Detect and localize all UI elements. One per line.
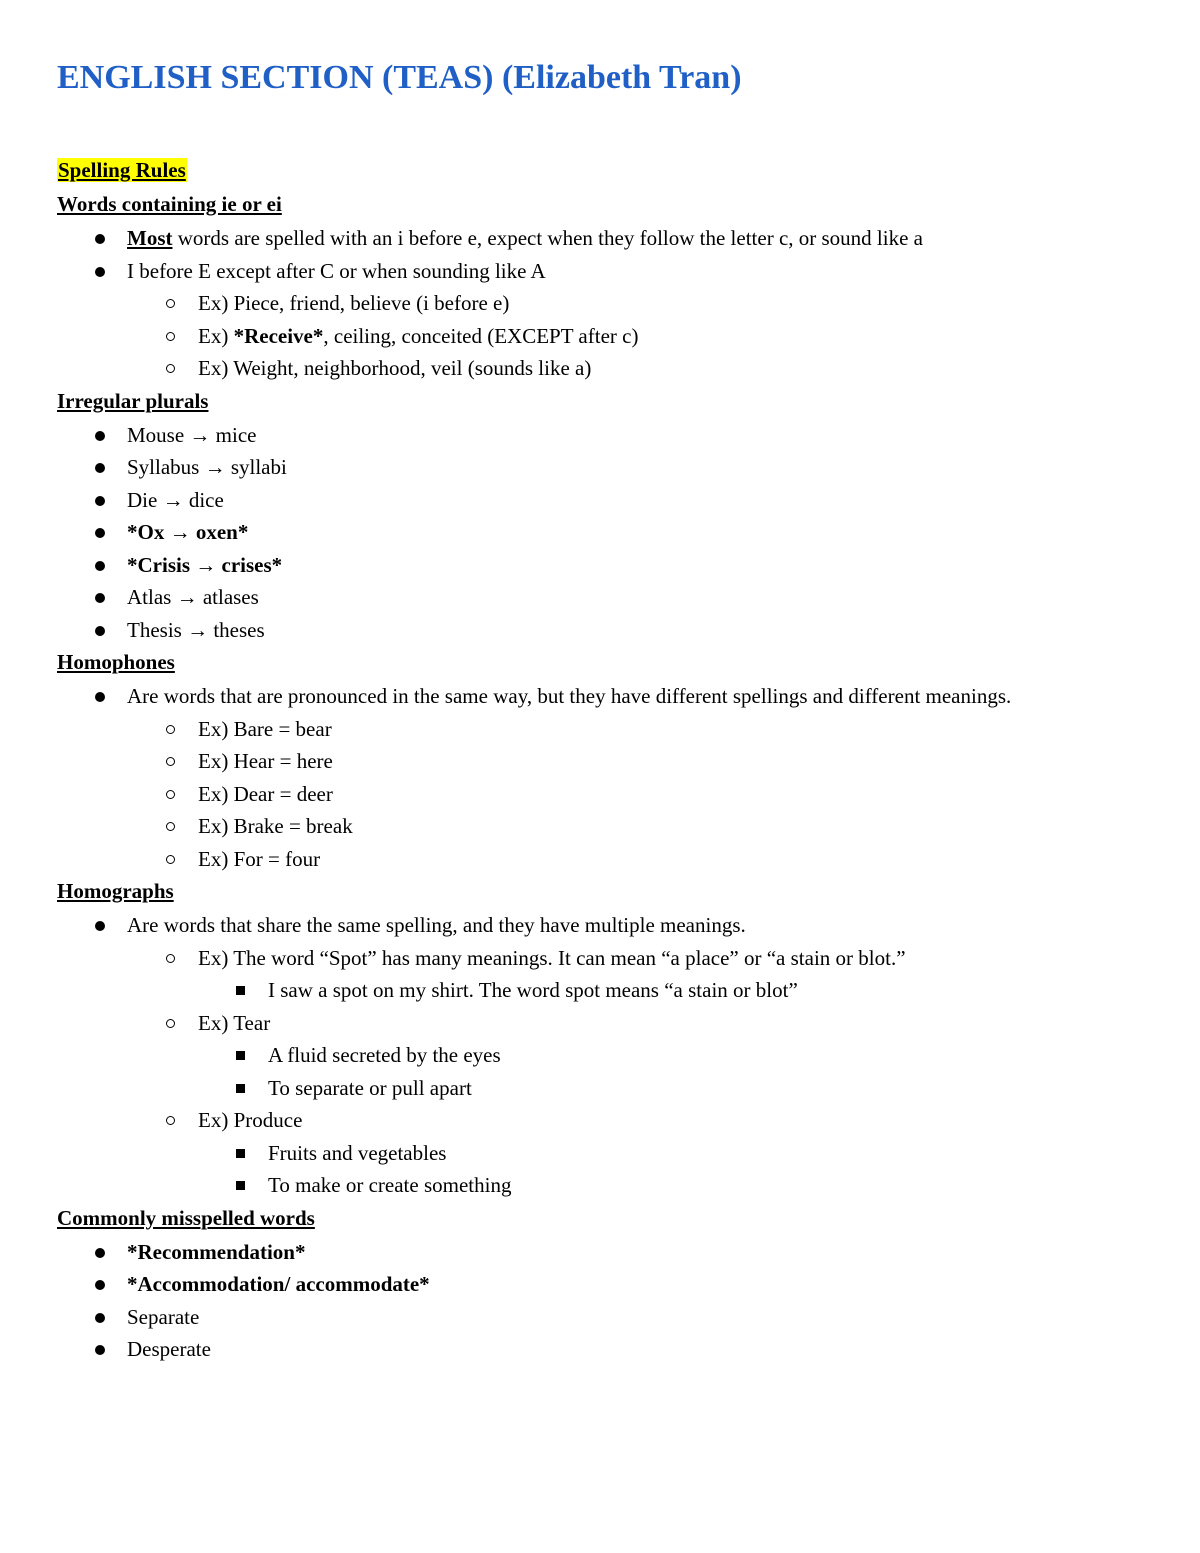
bullet-circle-icon xyxy=(166,822,175,831)
bullet-square-icon xyxy=(236,986,245,995)
list-item-text: Separate xyxy=(127,1304,200,1329)
list-item-text: To make or create something xyxy=(268,1173,512,1197)
list-item xyxy=(57,1039,1157,1072)
subheading-homographs: Homographs xyxy=(57,879,174,903)
list-item xyxy=(57,909,1157,942)
list-item xyxy=(57,1007,1157,1040)
list-item xyxy=(57,942,1157,975)
list-item xyxy=(57,516,1157,549)
bullet-circle-icon xyxy=(166,855,175,864)
bullet-circle-icon xyxy=(166,1019,175,1028)
bullet-disc-icon xyxy=(95,431,105,441)
bullet-disc-icon xyxy=(95,496,105,506)
list-item-text: Ex) xyxy=(198,323,234,348)
document-title: ENGLISH SECTION (TEAS) (Elizabeth Tran) xyxy=(57,59,742,96)
emphasis-text: *Receive* xyxy=(233,323,324,348)
list-item-text: Are words that are pronounced in the same way, but they have different spellings and different meanings. xyxy=(127,684,1012,708)
list-item xyxy=(57,1301,1157,1334)
bullet-circle-icon xyxy=(166,299,175,308)
bullet-square-icon xyxy=(236,1181,245,1190)
list-item xyxy=(57,745,1157,778)
list-item-text: Atlas → atlases xyxy=(127,585,259,609)
bullet-disc-icon xyxy=(95,626,105,636)
list-item xyxy=(57,419,1157,452)
list-item-text: I before E except after C or when sounding like A xyxy=(127,258,546,283)
bullet-circle-icon xyxy=(166,364,175,373)
list-item xyxy=(57,680,1157,713)
emphasis-text: Most xyxy=(127,226,173,250)
bullet-disc-icon xyxy=(95,1345,105,1355)
bullet-disc-icon xyxy=(95,561,105,571)
list-item xyxy=(57,1137,1157,1170)
bullet-circle-icon xyxy=(166,332,175,341)
list-item xyxy=(57,451,1157,484)
bullet-circle-icon xyxy=(166,725,175,734)
list-item xyxy=(57,1268,1157,1301)
list-item-text: *Ox → oxen* xyxy=(127,520,249,544)
list-item-text: Desperate xyxy=(127,1337,211,1361)
list-item-text: Ex) Produce xyxy=(198,1108,303,1132)
list-item-text: Ex) Bare = bear xyxy=(198,716,332,741)
list-item-text: Fruits and vegetables xyxy=(268,1140,447,1165)
list-item-text: To separate or pull apart xyxy=(268,1075,472,1100)
list-item-text: Are words that share the same spelling, and they have multiple meanings. xyxy=(127,913,746,937)
bullet-disc-icon xyxy=(95,1280,105,1290)
list-item xyxy=(57,778,1157,811)
list-item-text: words are spelled with an i before e, expect when they follow the letter c, or sound like a xyxy=(172,226,923,250)
bullet-disc-icon xyxy=(95,234,105,244)
list-item xyxy=(57,614,1157,647)
list-item-text: Ex) Tear xyxy=(198,1010,271,1035)
list-item-text: A fluid secreted by the eyes xyxy=(268,1043,501,1067)
list-item-text: I saw a spot on my shirt. The word spot means “a stain or blot” xyxy=(268,978,798,1002)
list-item xyxy=(57,287,1157,320)
bullet-square-icon xyxy=(236,1051,245,1060)
bullet-circle-icon xyxy=(166,1116,175,1125)
list-item xyxy=(57,352,1157,385)
list-item-text: Ex) For = four xyxy=(198,846,321,871)
list-item xyxy=(57,713,1157,746)
bullet-disc-icon xyxy=(95,528,105,538)
list-item-text: Ex) Hear = here xyxy=(198,749,333,773)
list-item xyxy=(57,1104,1157,1137)
bullet-disc-icon xyxy=(95,1313,105,1323)
list-item xyxy=(57,1333,1157,1366)
bullet-disc-icon xyxy=(95,463,105,473)
subheading-ie-ei: Words containing ie or ei xyxy=(57,192,282,216)
list-item xyxy=(57,974,1157,1007)
list-item xyxy=(57,843,1157,876)
list-item xyxy=(57,581,1157,614)
list-item xyxy=(57,320,1157,353)
bullet-disc-icon xyxy=(95,692,105,702)
subheading-commonly-misspelled: Commonly misspelled words xyxy=(57,1205,315,1230)
bullet-square-icon xyxy=(236,1149,245,1158)
list-item-text: Ex) The word “Spot” has many meanings. It can mean “a place” or “a stain or blot.” xyxy=(198,945,906,970)
list-item-text: Die → dice xyxy=(127,487,224,512)
list-item-text: Mouse → mice xyxy=(127,422,257,447)
list-item xyxy=(57,255,1157,288)
list-item-text: Ex) Brake = break xyxy=(198,814,353,838)
bullet-circle-icon xyxy=(166,757,175,766)
list-item xyxy=(57,1072,1157,1105)
list-item-text: *Accommodation/ accommodate* xyxy=(127,1272,430,1296)
list-item xyxy=(57,222,1157,255)
bullet-disc-icon xyxy=(95,593,105,603)
bullet-disc-icon xyxy=(95,921,105,931)
section-heading-spelling-rules xyxy=(57,154,1157,188)
list-item-text: Syllabus → syllabi xyxy=(127,455,287,479)
bullet-disc-icon xyxy=(95,267,105,277)
list-item-text: *Crisis → crises* xyxy=(127,552,283,577)
list-item-text: , ceiling, conceited (EXCEPT after c) xyxy=(323,323,639,348)
list-item xyxy=(57,484,1157,517)
list-item xyxy=(57,810,1157,843)
bullet-square-icon xyxy=(236,1084,245,1093)
bullet-circle-icon xyxy=(166,790,175,799)
list-item-text: Ex) Piece, friend, believe (i before e) xyxy=(198,291,510,315)
list-item-text: Ex) Weight, neighborhood, veil (sounds like a) xyxy=(198,356,592,380)
list-item xyxy=(57,1169,1157,1202)
highlighted-heading: Spelling Rules xyxy=(58,158,186,182)
list-item-text: Ex) Dear = deer xyxy=(198,781,333,806)
list-item-text: Thesis → theses xyxy=(127,617,265,642)
subheading-irregular-plurals: Irregular plurals xyxy=(57,388,209,413)
list-item-text: *Recommendation* xyxy=(127,1239,306,1264)
list-item xyxy=(57,549,1157,582)
bullet-disc-icon xyxy=(95,1248,105,1258)
list-item xyxy=(57,1236,1157,1269)
document-body xyxy=(57,154,1157,1366)
subheading-homophones: Homophones xyxy=(57,650,175,674)
bullet-circle-icon xyxy=(166,954,175,963)
